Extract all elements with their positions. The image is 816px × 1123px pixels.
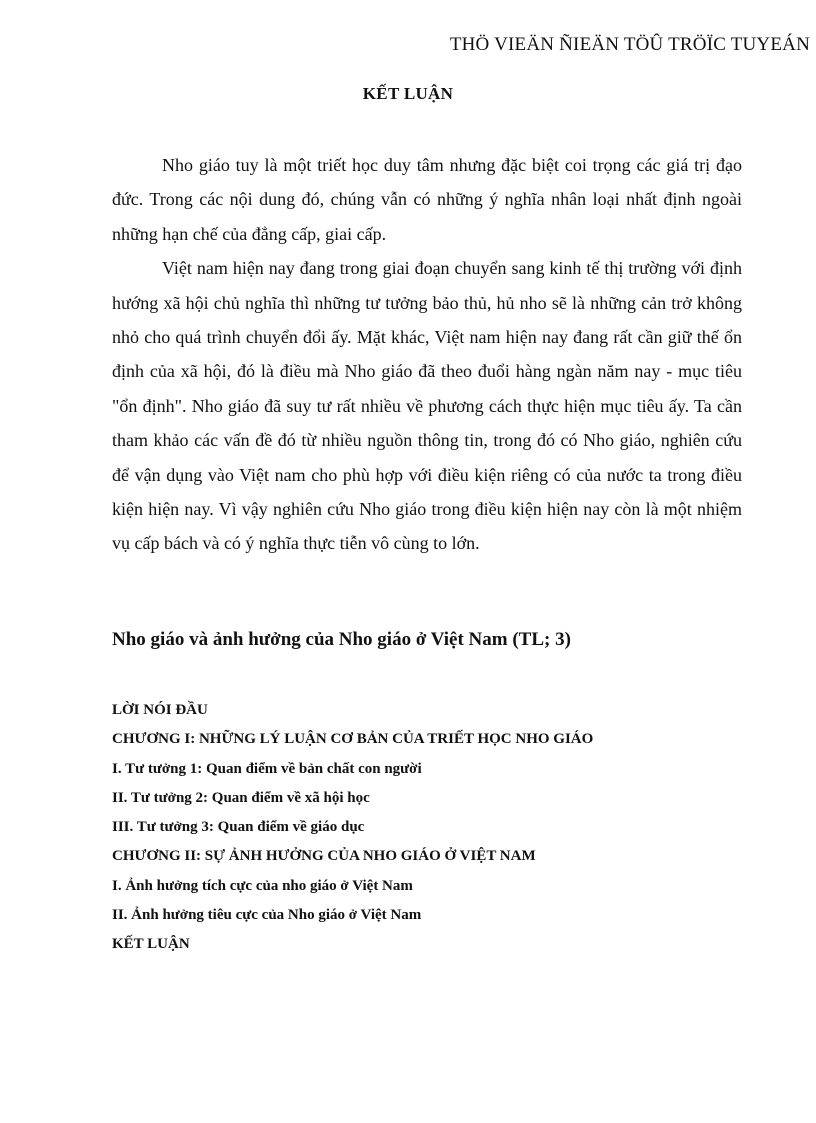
table-of-contents bbox=[112, 696, 593, 960]
toc-item-negative-influence: II. Ảnh hưởng tiêu cực của Nho giáo ở Việt Nam bbox=[112, 907, 422, 924]
toc-title: Nho giáo và ảnh hưởng của Nho giáo ở Việt Nam (TL; 3) bbox=[112, 629, 571, 650]
toc-item-chapter-1: CHƯƠNG I: NHỮNG LÝ LUẬN CƠ BẢN CỦA TRIẾT HỌC NHO GIÁO bbox=[112, 731, 594, 748]
conclusion-body bbox=[112, 148, 742, 561]
toc-item-thought-2: II. Tư tưởng 2: Quan điểm về xã hội học bbox=[112, 789, 370, 806]
toc-item-thought-3: III. Tư tưởng 3: Quan điểm về giáo dục bbox=[112, 819, 365, 836]
toc-item-chapter-2: CHƯƠNG II: SỰ ẢNH HƯỞNG CỦA NHO GIÁO Ở VIỆT NAM bbox=[112, 848, 536, 865]
toc-item-preface: LỜI NÓI ĐẦU bbox=[112, 702, 208, 718]
paragraph-1: Nho giáo tuy là một triết học duy tâm nhưng đặc biệt coi trọng các giá trị đạo đức. Trong các nội dung đó, chúng vẫn có những ý nghĩa nhân loại nhất định ngoài những hạn chế của đẳng cấp, giai cấp. bbox=[112, 155, 742, 244]
toc-item-conclusion: KẾT LUẬN bbox=[112, 936, 190, 953]
page-header-watermark: THÖ VIEÄN ÑIEÄN TÖÛ TRÖÏC TUYEÁN bbox=[449, 34, 810, 55]
paragraph-2: Việt nam hiện nay đang trong giai đoạn chuyển sang kinh tế thị trường với định hướng xã hội chủ nghĩa thì những tư tưởng bảo thủ, hủ nho sẽ là những cản trở không nhỏ cho quá trình chuyển đổi ấy. Mặt khác, Việt nam hiện nay đang rất cần giữ thế ổn định của xã hội, đó là điều mà Nho giáo đã theo đuổi hàng ngàn năm nay - mục tiêu "ổn định". Nho giáo đã suy tư rất nhiều về phương cách thực hiện mục tiêu ấy. Ta cần tham khảo các vấn đề đó từ nhiều nguồn thông tin, trong đó có Nho giáo, nghiên cứu để vận dụng vào Việt nam cho phù hợp với điều kiện riêng có của nước ta trong điều kiện hiện nay. Vì vậy nghiên cứu Nho giáo trong điều kiện hiện nay còn là một nhiệm vụ cấp bách và có ý nghĩa thực tiễn vô cùng to lớn. bbox=[112, 258, 742, 554]
toc-item-thought-1: I. Tư tưởng 1: Quan điểm về bản chất con người bbox=[112, 760, 422, 777]
toc-item-positive-influence: I. Ảnh hưởng tích cực của nho giáo ở Việt Nam bbox=[112, 877, 413, 894]
conclusion-heading: KẾT LUẬN bbox=[362, 84, 454, 103]
